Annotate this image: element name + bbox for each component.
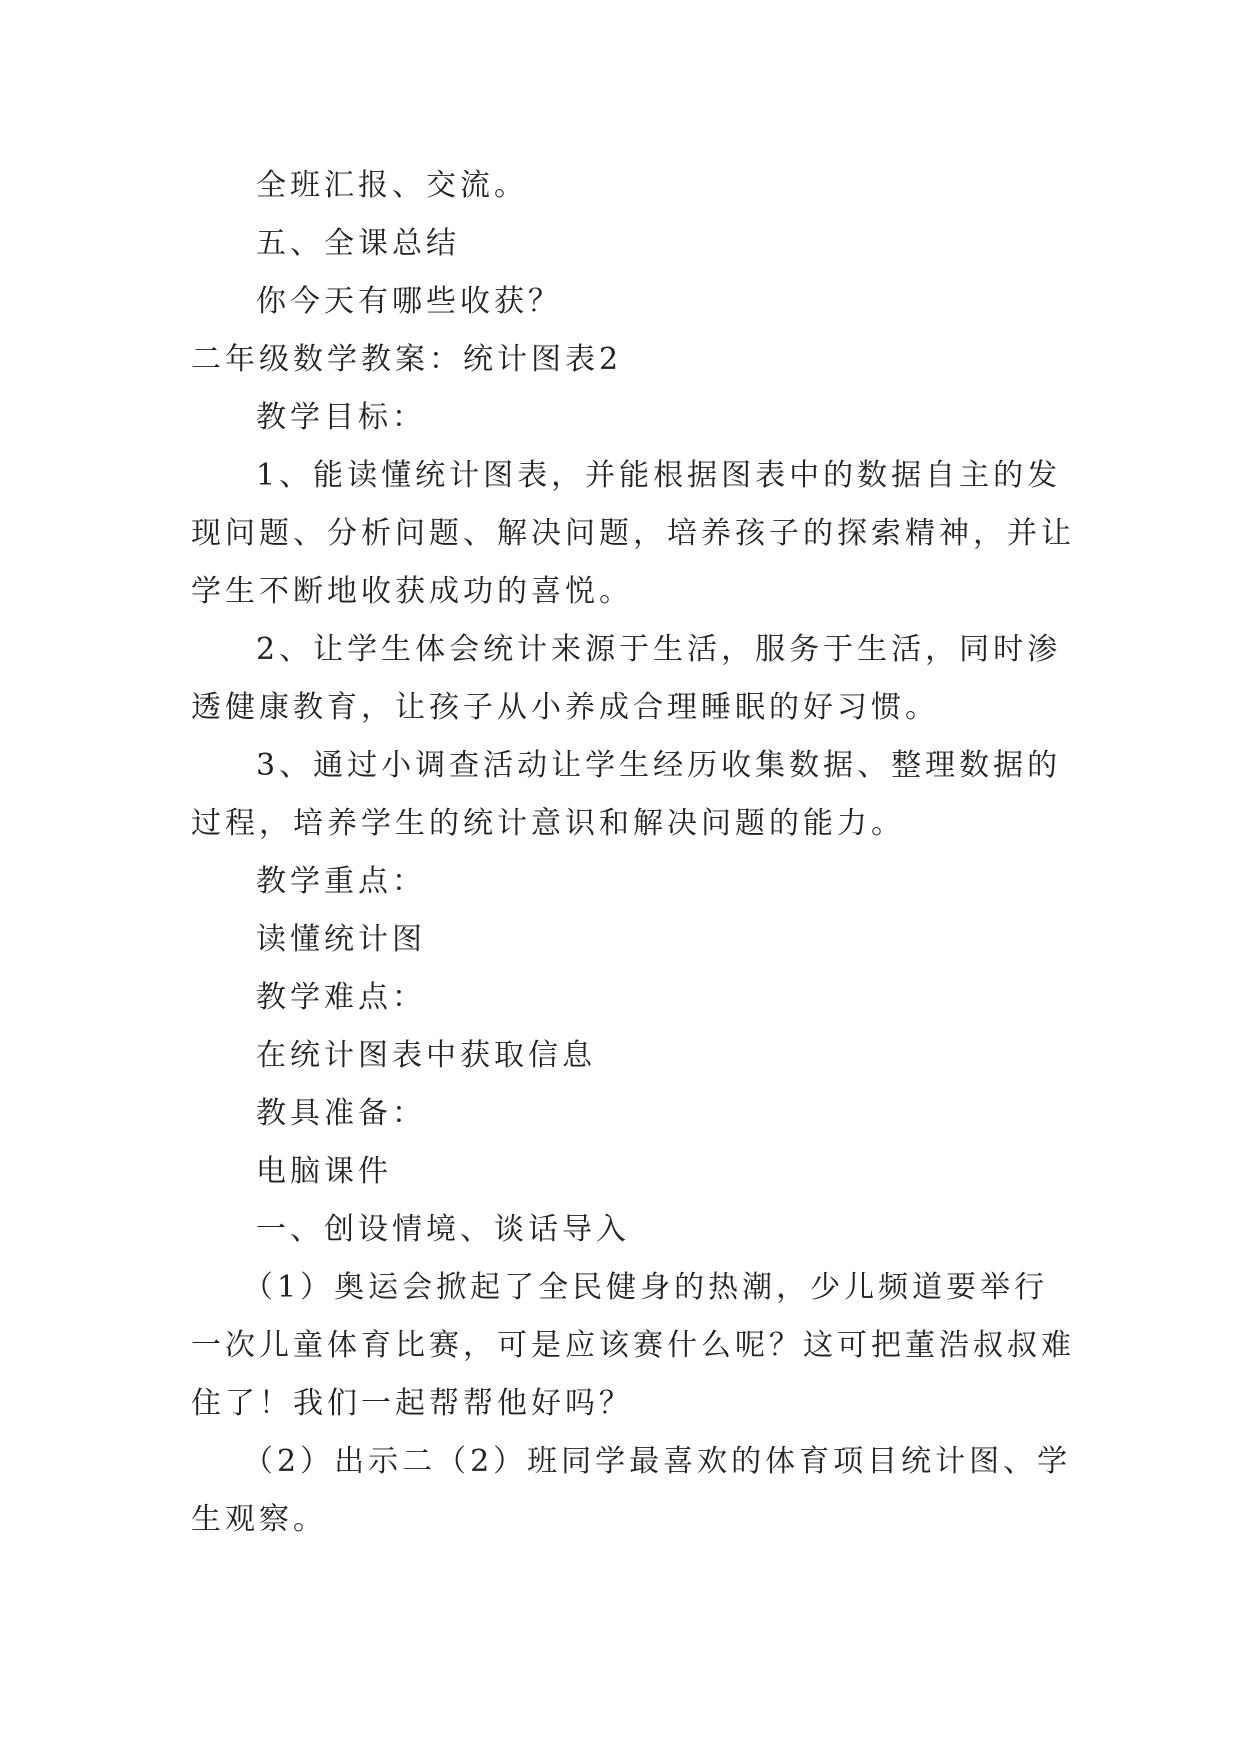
paragraph-line: 现问题、分析问题、解决问题，培养孩子的探索精神，并让 bbox=[191, 516, 1075, 551]
section-heading: 教学目标： bbox=[256, 400, 426, 435]
paragraph-line: 住了！我们一起帮帮他好吗？ bbox=[191, 1386, 633, 1421]
paragraph-line: 在统计图表中获取信息 bbox=[256, 1038, 596, 1073]
paragraph-line: 读懂统计图 bbox=[256, 922, 426, 957]
section-heading: 五、全课总结 bbox=[256, 226, 460, 261]
paragraph-line: 一次儿童体育比赛，可是应该赛什么呢？这可把董浩叔叔难 bbox=[191, 1328, 1075, 1363]
paragraph-line: （1）奥运会掀起了全民健身的热潮，少儿频道要举行 bbox=[243, 1270, 1049, 1305]
paragraph-line: 过程，培养学生的统计意识和解决问题的能力。 bbox=[191, 806, 905, 841]
paragraph-line: 1、能读懂统计图表，并能根据图表中的数据自主的发 bbox=[256, 458, 1062, 493]
paragraph-line: 电脑课件 bbox=[256, 1154, 392, 1189]
document-title: 二年级数学教案：统计图表2 bbox=[191, 342, 623, 377]
paragraph-line: 你今天有哪些收获？ bbox=[256, 284, 562, 319]
paragraph-line: 生观察。 bbox=[191, 1502, 327, 1537]
paragraph-line: （2）出示二（2）班同学最喜欢的体育项目统计图、学 bbox=[243, 1444, 1072, 1479]
paragraph-line: 2、让学生体会统计来源于生活，服务于生活，同时渗 bbox=[256, 632, 1062, 667]
section-heading: 教具准备： bbox=[256, 1096, 426, 1131]
paragraph-line: 3、通过小调查活动让学生经历收集数据、整理数据的 bbox=[256, 748, 1062, 783]
paragraph-line: 透健康教育，让孩子从小养成合理睡眠的好习惯。 bbox=[191, 690, 939, 725]
paragraph-line: 全班汇报、交流。 bbox=[256, 168, 528, 203]
section-heading: 一、创设情境、谈话导入 bbox=[256, 1212, 630, 1247]
section-heading: 教学重点： bbox=[256, 864, 426, 899]
section-heading: 教学难点： bbox=[256, 980, 426, 1015]
paragraph-line: 学生不断地收获成功的喜悦。 bbox=[191, 574, 633, 609]
